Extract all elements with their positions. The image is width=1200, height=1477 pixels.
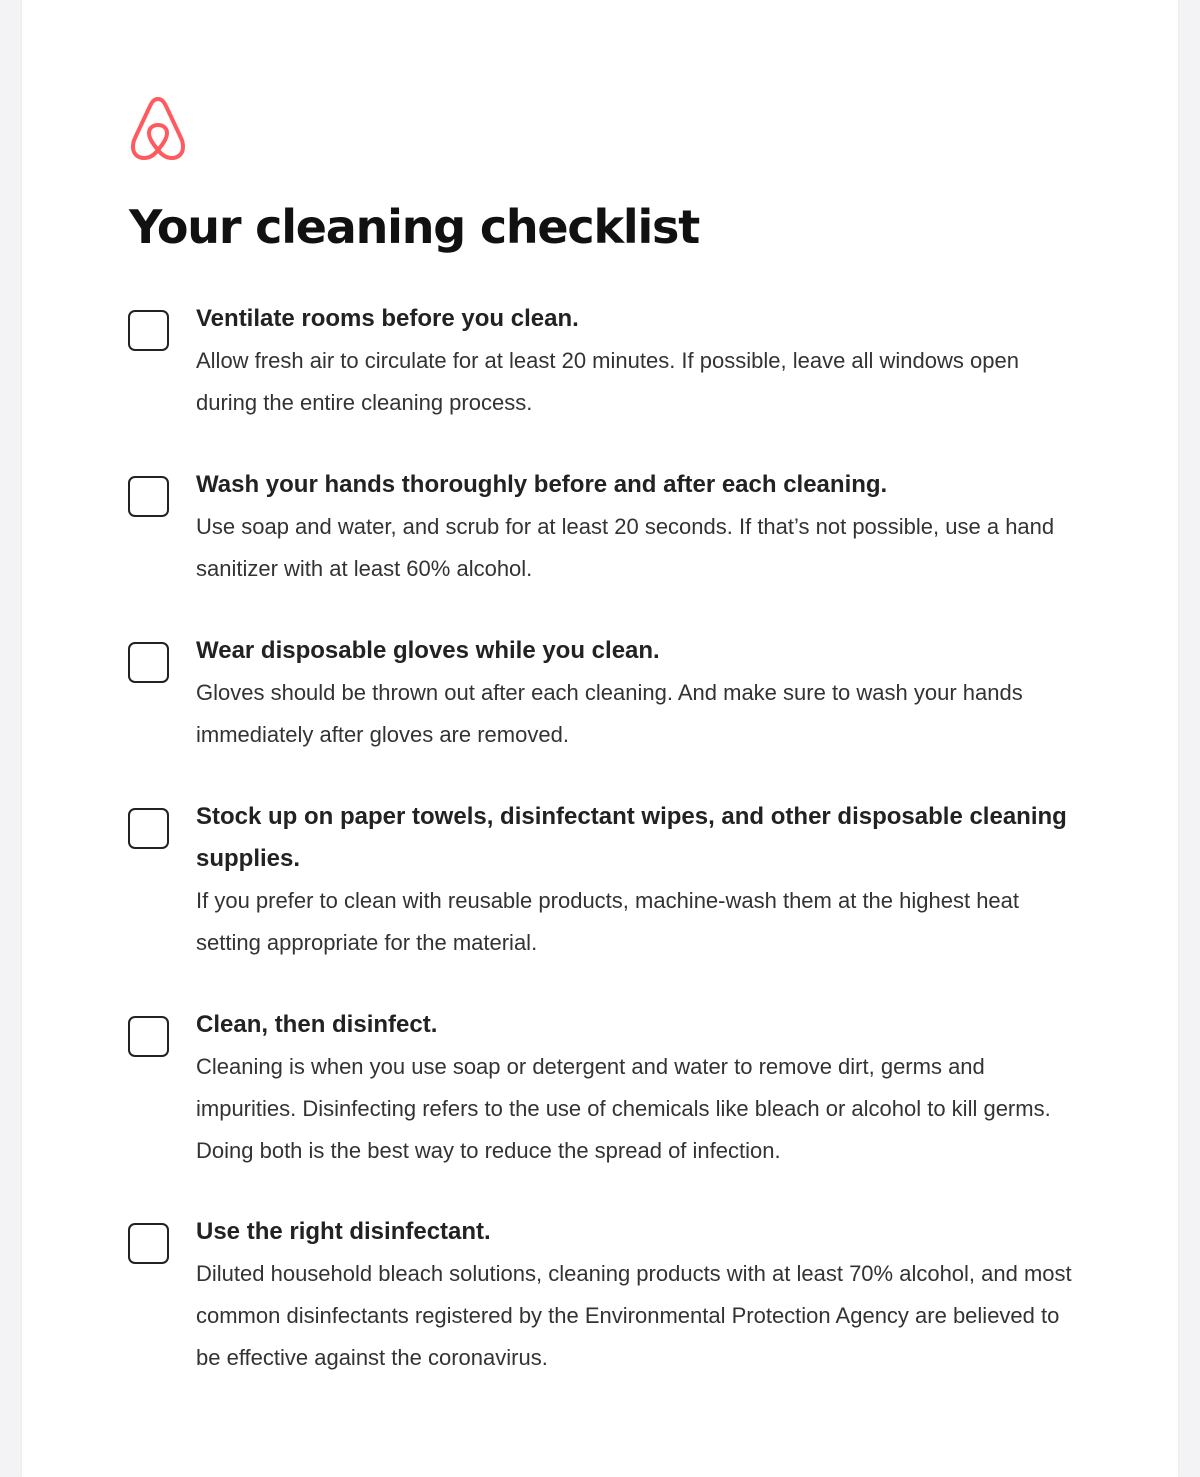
item-description: Allow fresh air to circulate for at least 20 minutes. If possible, leave all windows open during the entire cleaning process. bbox=[196, 348, 1019, 415]
item-title: Wash your hands thoroughly before and after each cleaning. bbox=[196, 471, 888, 498]
item-title: Use the right disinfectant. bbox=[196, 1218, 491, 1245]
checkbox[interactable] bbox=[128, 1223, 169, 1264]
checklist-page bbox=[22, 0, 1178, 1477]
item-title: Clean, then disinfect. bbox=[196, 1011, 438, 1038]
item-description: Gloves should be thrown out after each cleaning. And make sure to wash your hands immediately after gloves are removed. bbox=[196, 680, 1023, 747]
checkbox[interactable] bbox=[128, 808, 169, 849]
item-description: If you prefer to clean with reusable products, machine-wash them at the highest heat setting appropriate for the material. bbox=[196, 888, 1020, 955]
item-description: Use soap and water, and scrub for at least 20 seconds. If that’s not possible, use a hand sanitizer with at least 60% alcohol. bbox=[196, 514, 1055, 581]
airbnb-logo-icon bbox=[127, 94, 189, 160]
item-title: Ventilate rooms before you clean. bbox=[196, 305, 579, 332]
page-title: Your cleaning checklist bbox=[129, 200, 699, 254]
checkbox[interactable] bbox=[128, 310, 169, 351]
item-description: Cleaning is when you use soap or detergent and water to remove dirt, germs and impurities. Disinfecting refers to the use of chemicals like bleach or alcohol to kill germs. Doing both is the best way to reduce the spread of infection. bbox=[196, 1054, 1051, 1163]
checkbox[interactable] bbox=[128, 1016, 169, 1057]
checkbox[interactable] bbox=[128, 642, 169, 683]
checkbox[interactable] bbox=[128, 476, 169, 517]
item-title: Stock up on paper towels, disinfectant wipes, and other disposable cleaning supplies. bbox=[196, 803, 1067, 872]
item-title: Wear disposable gloves while you clean. bbox=[196, 637, 660, 664]
item-description: Diluted household bleach solutions, cleaning products with at least 70% alcohol, and most common disinfectants registered by the Environmental Protection Agency are believed to be effective against the coronavirus. bbox=[196, 1261, 1072, 1370]
